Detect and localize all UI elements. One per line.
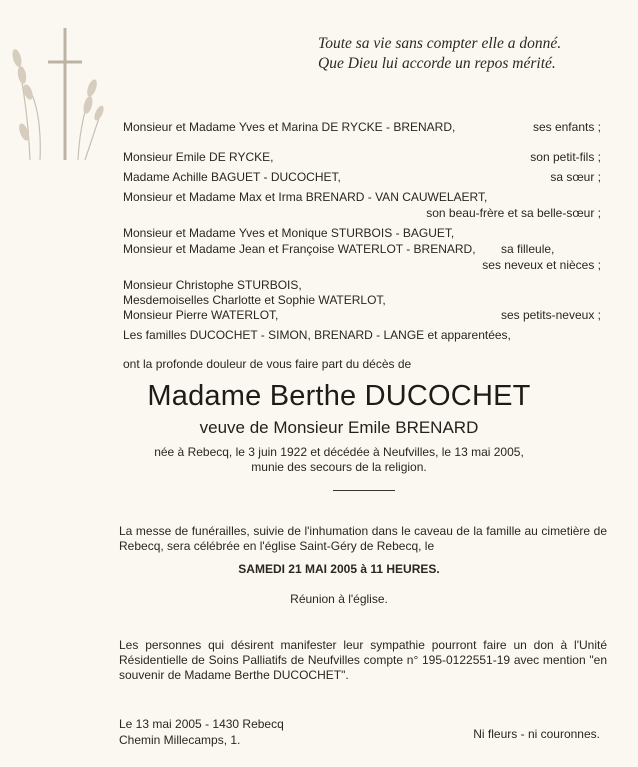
family-name: Mesdemoiselles Charlotte et Sophie WATERLOT, (123, 293, 386, 307)
family-relation: ses petits-neveux ; (500, 308, 601, 322)
family-name: Monsieur et Madame Jean et Françoise WATERLOT - BRENARD, (123, 242, 476, 256)
family-name: Monsieur et Madame Yves et Marina DE RYCKE - BRENARD, (123, 120, 456, 134)
deceased-first: Madame Berthe (147, 380, 357, 412)
family-name: Monsieur Christophe STURBOIS, (123, 278, 302, 292)
family-relation: ses neveux et nièces ; (482, 258, 601, 272)
epigraph-line-1: Toute sa vie sans compter elle a donné. (318, 35, 562, 52)
family-entry (123, 328, 601, 343)
footer-note: Ni fleurs - ni couronnes. (473, 727, 600, 741)
family-extra: sa filleule, (501, 242, 555, 256)
family-entry (123, 190, 601, 205)
family-name: Les familles DUCOCHET - SIMON, BRENARD - LANGE et apparentées, (123, 328, 511, 342)
family-entry (123, 242, 601, 257)
birth-death-dates: née à Rebecq, le 3 juin 1922 et décédée à Neufvilles, le 13 mai 2005, (154, 445, 524, 459)
footer-place-date: Le 13 mai 2005 - 1430 Rebecq (119, 717, 284, 731)
widow-of: veuve de Monsieur Emile BRENARD (199, 418, 479, 437)
deceased-last: DUCOCHET (364, 380, 531, 412)
family-entry (123, 278, 601, 293)
funeral-text: La messe de funérailles, suivie de l'inhumation dans le caveau de la famille au cimetière de Rebecq, sera célébrée en l'église Saint-Géry de Rebecq, le (119, 524, 607, 553)
epigraph (318, 34, 561, 74)
announcement: ont la profonde douleur de vous faire part du décès de (123, 357, 412, 371)
family-relation: sa sœur ; (550, 170, 601, 184)
family-relation: son beau-frère et sa belle-sœur ; (426, 206, 601, 220)
family-entry (123, 226, 601, 241)
family-name: Monsieur et Madame Max et Irma BRENARD - VAN CAUWELAERT, (123, 190, 488, 204)
divider (333, 490, 395, 491)
family-name: Monsieur et Madame Yves et Monique STURBOIS - BAGUET, (123, 226, 455, 240)
family-entry (123, 293, 601, 308)
sacraments: munie des secours de la religion. (251, 460, 427, 474)
family-relation: son petit-fils ; (530, 150, 601, 164)
family-name: Madame Achille BAGUET - DUCOCHET, (123, 170, 341, 184)
family-entry (123, 120, 601, 135)
family-entry (123, 150, 601, 165)
family-relation: ses enfants ; (532, 120, 601, 134)
meeting-place: Réunion à l'église. (290, 592, 388, 606)
family-entry (123, 170, 601, 185)
footer-address: Chemin Millecamps, 1. (119, 733, 241, 747)
funeral-date: SAMEDI 21 MAI 2005 à 11 HEURES. (238, 562, 440, 576)
family-name: Monsieur Pierre WATERLOT, (123, 308, 279, 322)
cross-wheat-icon (0, 20, 110, 170)
deceased-name (0, 380, 638, 413)
epigraph-line-2: Que Dieu lui accorde un repos mérité. (318, 55, 556, 72)
donation-text: Les personnes qui désirent manifester leur sympathie pourront faire un don à l'Unité Résidentielle de Soins Palliatifs de Neufvilles compte n° 195-0122551-19 avec mention "en souvenir de Madame Berthe DUCOCHET". (119, 638, 607, 682)
family-entry (123, 308, 601, 323)
family-name: Monsieur Emile DE RYCKE, (123, 150, 274, 164)
